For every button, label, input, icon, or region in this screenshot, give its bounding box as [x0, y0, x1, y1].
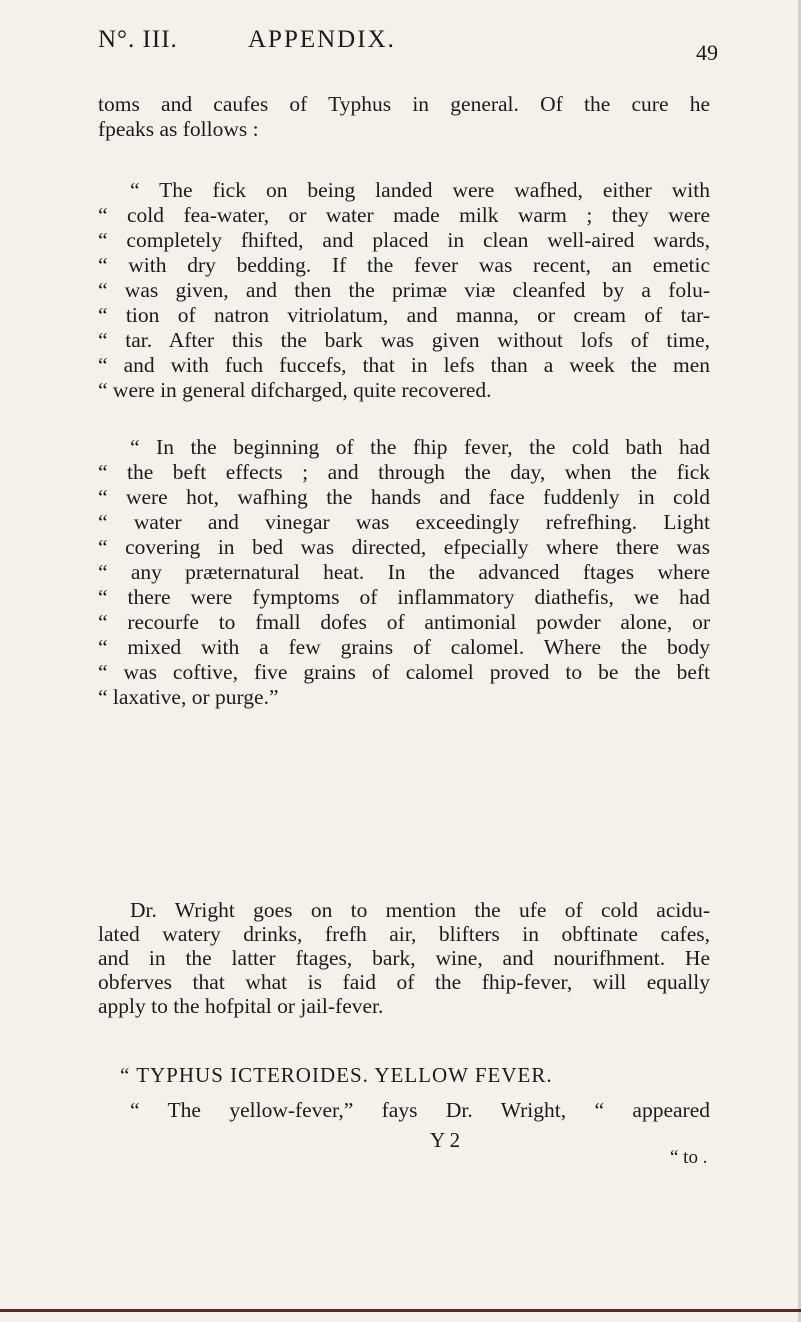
text-line: “ tion of natron vitriolatum, and manna, or cream of tar- — [98, 303, 710, 327]
catchword: “ to . — [670, 1147, 708, 1168]
page-number: 49 — [696, 40, 718, 65]
text-line: “ The yellow-fever,” fays Dr. Wright, “ appeared — [130, 1098, 710, 1122]
text-line: “ there were fymptoms of inflammatory diathefis, we had — [98, 585, 710, 609]
bottom-border — [0, 1309, 801, 1312]
text-line: “ The fick on being landed were wafhed, either with — [130, 178, 710, 202]
appendix-number: N°. III. — [98, 26, 178, 53]
text-line: “ In the beginning of the fhip fever, the cold bath had — [130, 435, 710, 459]
text-line: “ recourfe to fmall dofes of antimonial powder alone, or — [98, 610, 710, 634]
text-line: “ and with fuch fuccefs, that in lefs than a week the men — [98, 353, 710, 377]
text-line: “ laxative, or purge.” — [98, 685, 279, 709]
text-line: apply to the hofpital or jail-fever. — [98, 994, 384, 1018]
section-heading: “ TYPHUS ICTEROIDES. YELLOW FEVER. — [120, 1063, 553, 1087]
text-line: “ water and vinegar was exceedingly refrefhing. Light — [98, 510, 710, 534]
quotation-paragraph-1 — [98, 178, 710, 403]
text-line: “ was given, and then the primæ viæ cleanfed by a folu- — [98, 278, 710, 302]
text-line: obferves that what is faid of the fhip-fever, will equally — [98, 970, 710, 994]
text-line: “ the beft effects ; and through the day, when the fick — [98, 460, 710, 484]
text-line: “ was coftive, five grains of calomel proved to be the beft — [98, 660, 710, 684]
text-line: “ with dry bedding. If the fever was recent, an emetic — [98, 253, 710, 277]
text-line: fpeaks as follows : — [98, 117, 259, 141]
intro-paragraph — [98, 92, 710, 142]
running-title: APPENDIX. — [248, 26, 396, 53]
text-line: and in the latter ftages, bark, wine, and nourifhment. He — [98, 946, 710, 970]
running-header — [98, 26, 718, 66]
quotation-paragraph-2 — [98, 435, 710, 710]
final-paragraph — [98, 1098, 710, 1123]
text-line: “ were hot, wafhing the hands and face fuddenly in cold — [98, 485, 710, 509]
text-line: “ covering in bed was directed, efpecially where there was — [98, 535, 710, 559]
text-line: “ cold fea-water, or water made milk warm ; they were — [98, 203, 710, 227]
signature-mark: Y 2 — [430, 1128, 461, 1152]
text-line: “ any præternatural heat. In the advanced ftages where — [98, 560, 710, 584]
text-line: lated watery drinks, frefh air, blifters in obftinate cafes, — [98, 922, 710, 946]
text-line: “ were in general difcharged, quite recovered. — [98, 378, 492, 402]
text-line: “ mixed with a few grains of calomel. Where the body — [98, 635, 710, 659]
text-line: “ tar. After this the bark was given without lofs of time, — [98, 328, 710, 352]
text-line: toms and caufes of Typhus in general. Of the cure he — [98, 92, 710, 116]
text-line: Dr. Wright goes on to mention the ufe of cold acidu- — [130, 898, 710, 922]
commentary-paragraph — [98, 898, 710, 1018]
text-line: “ completely fhifted, and placed in clean well-aired wards, — [98, 228, 710, 252]
